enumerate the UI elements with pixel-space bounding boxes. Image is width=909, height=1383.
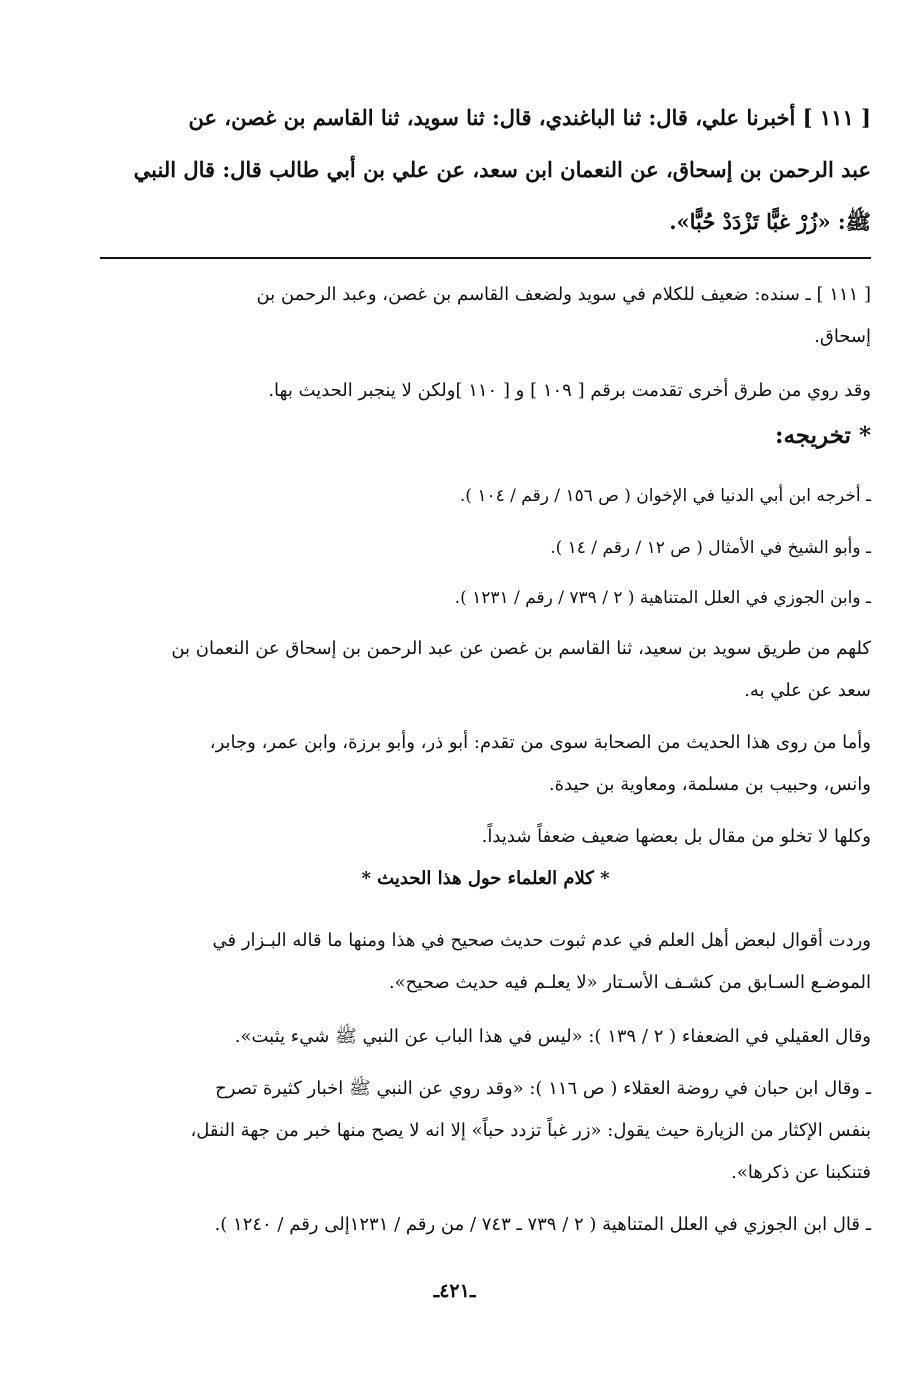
hadith-line: عبد الرحمن بن إسحاق، عن النعمان ابن سعد، عن علي بن أبي طالب قال: قال النبي bbox=[133, 157, 871, 182]
note-line: كلهم من طريق سويد بن سعيد، ثنا القاسم بن غصن عن عبد الرحمن بن إسحاق عن النعمان بن bbox=[171, 638, 871, 659]
note-line: ـ وقال ابن حبان في روضة العقلاء ( ص ١١٦ ): «وقد روي عن النبي ﷺ اخبار كثيرة تصرح bbox=[215, 1078, 871, 1099]
note-line: وأما من روى هذا الحديث من الصحابة سوى من تقدم: أبو ذر، وأبو برزة، وابن عمر، وجابر، bbox=[209, 732, 871, 753]
companions-note bbox=[100, 722, 871, 806]
hadith-text bbox=[100, 92, 871, 248]
note-line: إسحاق. bbox=[814, 326, 871, 347]
page-number: ـ٤٢١ـ bbox=[433, 1280, 476, 1302]
note-line: بنفس الإكثار من الزيارة حيث يقول: «زر غباً تزدد حباً» إلا انه لا يصح منها خبر من جهة النقل، bbox=[190, 1120, 871, 1141]
scholars-heading: * كلام العلماء حول هذا الحديث * bbox=[361, 868, 610, 889]
all-routes-note bbox=[100, 628, 871, 712]
note-line: الموضـع السـابق من كشـف الأسـتار «لا يعلـم فيه حديث صحيح». bbox=[388, 972, 871, 993]
isnad-note bbox=[100, 274, 871, 358]
takhrij-item: ـ أخرجه ابن أبي الدنيا في الإخوان ( ص ١٥٦ / رقم / ١٠٤ ). bbox=[459, 486, 871, 506]
note-line: وردت أقوال لبعض أهل العلم في عدم ثبوت حديث صحيح في هذا ومنها ما قاله البـزار في bbox=[212, 930, 871, 951]
takhrij-heading: * تخريجه: bbox=[774, 422, 871, 449]
footnote-divider bbox=[100, 257, 871, 259]
uqayli-note: وقال العقيلي في الضعفاء ( ٢ / ١٣٩ ): «ليس في هذا الباب عن النبي ﷺ شيء يثبت». bbox=[234, 1026, 871, 1047]
bazzar-note bbox=[100, 920, 871, 1004]
note-line: [ ١١١ ] ـ سنده: ضعيف للكلام في سويد ولضعف القاسم بن غصن، وعبد الرحمن بن bbox=[256, 284, 871, 305]
takhrij-item: ـ وابن الجوزي في العلل المتناهية ( ٢ / ٧٣٩ / رقم / ١٢٣١ ). bbox=[454, 588, 871, 608]
note-line: فتنكبنا عن ذكرها». bbox=[731, 1162, 871, 1183]
note-line: وانس، وحبيب بن مسلمة، ومعاوية بن حيدة. bbox=[548, 774, 871, 795]
note-line: سعد عن علي به. bbox=[744, 680, 871, 701]
hadith-line: ﷺ: «زُرْ غبًّا تَزْدَدْ حُبًّا». bbox=[669, 209, 871, 234]
hadith-line: [ ١١١ ] أخبرنا علي، قال: ثنا الباغندي، قال: ثنا سويد، ثنا القاسم بن غصن، عن bbox=[188, 105, 871, 130]
ibn-jawzi-note: ـ قال ابن الجوزي في العلل المتناهية ( ٢ / ٧٣٩ ـ ٧٤٣ / من رقم / ١٢٣١إلى رقم / ١٢٤٠ ). bbox=[214, 1214, 871, 1235]
other-routes-note: وقد روي من طرق أخرى تقدمت برقم [ ١٠٩ ] و [ ١١٠ ]ولكن لا ينجبر الحديث بها. bbox=[268, 380, 871, 401]
takhrij-item: ـ وأبو الشيخ في الأمثال ( ص ١٢ / رقم / ١٤ ). bbox=[550, 538, 871, 558]
weakness-note: وكلها لا تخلو من مقال بل بعضها ضعيف ضعفاً شديداً. bbox=[481, 826, 871, 847]
ibn-hibban-note bbox=[100, 1068, 871, 1194]
